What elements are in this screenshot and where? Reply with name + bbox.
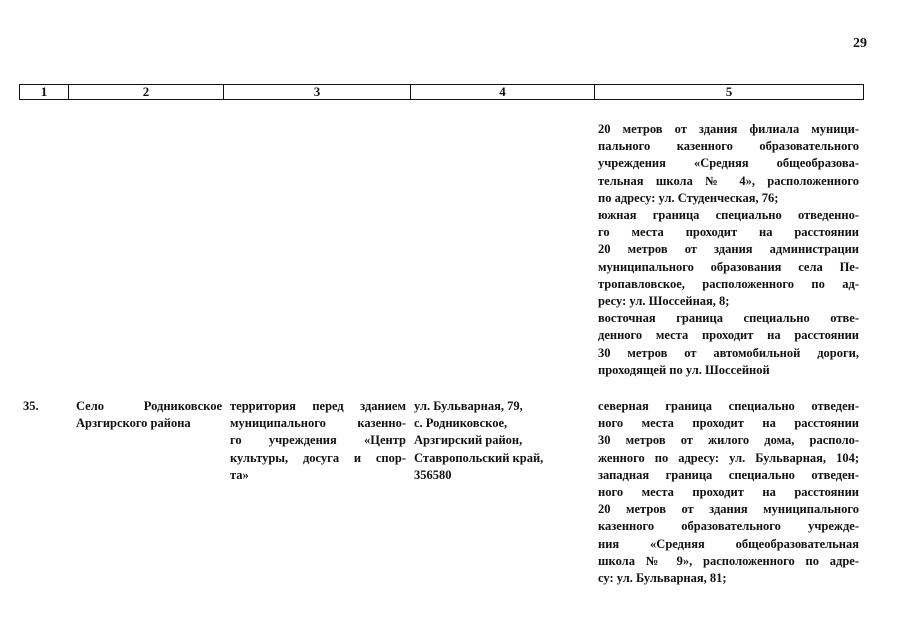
- text-line: Село Родниковское: [76, 399, 222, 413]
- text-line: ресу: ул. Шоссейная, 8;: [598, 294, 730, 309]
- text-line: ул. Бульварная, 79,: [414, 399, 523, 413]
- text-line: культуры, досуга и спор-: [230, 450, 406, 465]
- text-line: та»: [230, 467, 249, 482]
- text-line: 356580: [414, 467, 452, 482]
- column-header-1: 1: [20, 85, 69, 99]
- text-line: с. Родниковское,: [414, 416, 508, 431]
- text-line: Ставропольский край,: [414, 450, 544, 465]
- text-line: казенного образовательного учрежде-: [598, 519, 859, 534]
- text-line: западная граница специально отведен-: [598, 467, 859, 482]
- text-line: 30 метров от жилого дома, располо-: [598, 433, 859, 448]
- row-boundary-description: [598, 398, 859, 587]
- text-line: тельная школа № 4», расположенного: [598, 173, 859, 188]
- text-line: южная граница специально отведенно-: [598, 208, 859, 223]
- text-line: проходящей по ул. Шоссейной: [598, 362, 770, 377]
- text-line: по адресу: ул. Студенческая, 76;: [598, 190, 779, 205]
- row-number: 35.: [23, 399, 39, 413]
- text-line: пального казенного образовательного: [598, 139, 859, 154]
- text-line: Арзгирский район,: [414, 433, 523, 448]
- text-line: Арзгирского района: [76, 416, 191, 431]
- text-line: учреждения «Средняя общеобразова-: [598, 156, 859, 171]
- text-line: ния «Средняя общеобразовательная: [598, 536, 859, 551]
- text-line: восточная граница специально отве-: [598, 311, 859, 326]
- page-number: 29: [853, 36, 867, 51]
- text-line: денного места проходит на расстоянии: [598, 328, 859, 343]
- text-line: 20 метров от здания филиала муници-: [598, 122, 859, 136]
- text-line: го места проходит на расстоянии: [598, 225, 859, 240]
- text-line: тропавловское, расположенного по ад-: [598, 276, 859, 291]
- text-line: ного места проходит на расстоянии: [598, 416, 859, 431]
- text-line: территория перед зданием: [230, 399, 406, 413]
- text-line: ного места проходит на расстоянии: [598, 485, 859, 500]
- text-line: 30 метров от автомобильной дороги,: [598, 345, 859, 360]
- text-line: го учреждения «Центр: [230, 433, 406, 448]
- text-line: северная граница специально отведен-: [598, 399, 859, 413]
- column-header-2: 2: [69, 85, 224, 99]
- text-line: 20 метров от здания муниципального: [598, 502, 859, 517]
- continued-boundary-description: [598, 121, 859, 379]
- text-line: школа № 9», расположенного по адре-: [598, 553, 859, 568]
- column-header-4: 4: [411, 85, 595, 99]
- text-line: су: ул. Бульварная, 81;: [598, 571, 727, 586]
- row-address: [414, 398, 584, 484]
- row-locality: [76, 398, 222, 432]
- row-territory: [230, 398, 406, 484]
- text-line: 20 метров от здания администрации: [598, 242, 859, 257]
- text-line: муниципального казенно-: [230, 416, 406, 431]
- text-line: муниципального образования села Пе-: [598, 259, 859, 274]
- text-line: женного по адресу: ул. Бульварная, 104;: [598, 450, 859, 465]
- table-column-header: [19, 84, 864, 100]
- column-header-3: 3: [224, 85, 411, 99]
- column-header-5: 5: [725, 84, 733, 99]
